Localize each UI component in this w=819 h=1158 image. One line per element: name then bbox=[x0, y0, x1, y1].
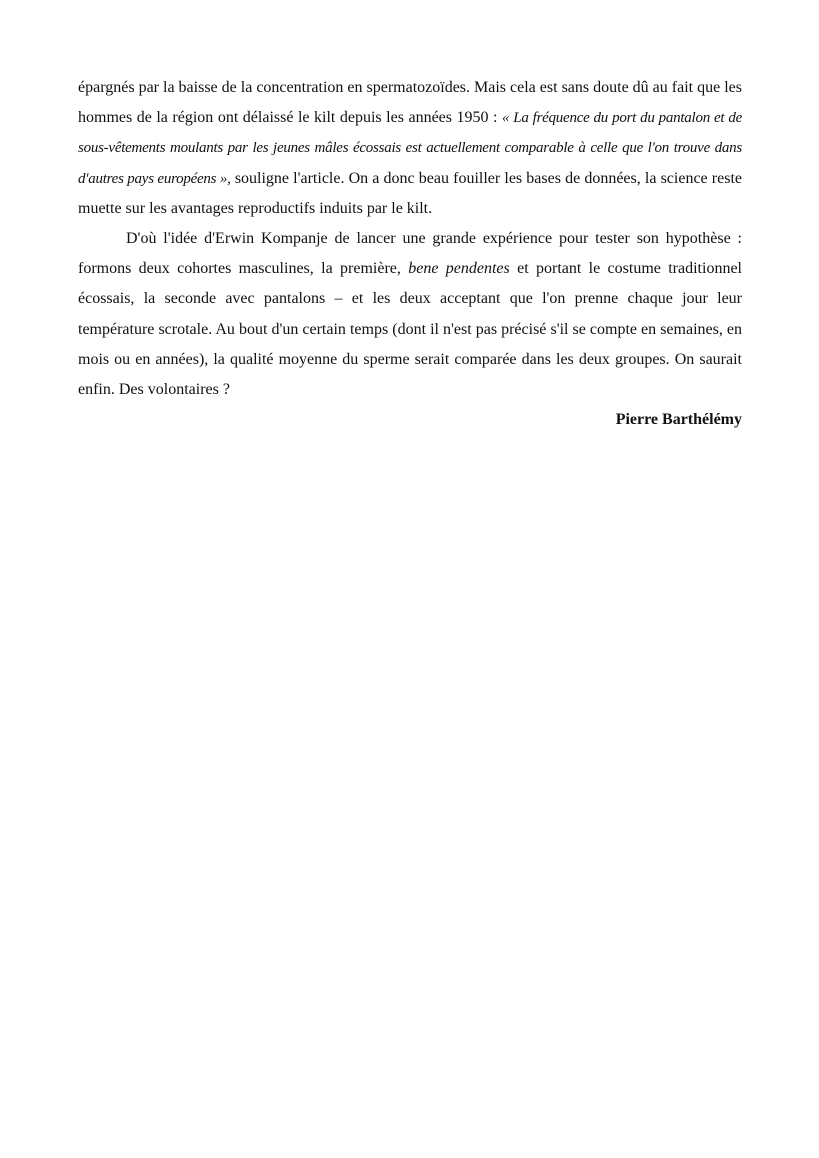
paragraph-2-text-after: et portant le costume traditionnel écossais, la seconde avec pantalons – et les deux acceptant que l'on prenne chaque jour leur température scrotale. Au bout d'un certain temps (dont il n'est pas précisé s'il se compte en semaines, en mois ou en années), la qualité moyenne du sperme serait comparée dans les deux groupes. On saurait enfin. Des volontaires ? bbox=[78, 260, 742, 399]
article-quote: « La fréquence du port du pantalon et de sous-vêtements moulants par les jeunes mâles écossais est actuellement comparable à celle que l'on trouve dans d'autres pays européens », bbox=[78, 110, 742, 187]
article-body bbox=[78, 73, 742, 435]
author-signature: Pierre Barthélémy bbox=[615, 411, 742, 429]
paragraph-1-text-after: souligne l'article. On a donc beau fouiller les bases de données, la science reste muette sur les avantages reproductifs induits par le kilt. bbox=[78, 169, 742, 217]
paragraph-1 bbox=[78, 73, 742, 224]
paragraph-2 bbox=[78, 224, 742, 405]
paragraph-2-text-before: D'où l'idée d'Erwin Kompanje de lancer une grande expérience pour tester son hypothèse : formons deux cohortes masculines, la première, bbox=[78, 230, 742, 278]
latin-phrase: bene pendentes bbox=[408, 260, 510, 278]
paragraph-1-text-before: épargnés par la baisse de la concentration en spermatozoïdes. Mais cela est sans doute dû au fait que les hommes de la région ont délaissé le kilt depuis les années 1950 : bbox=[78, 79, 742, 127]
